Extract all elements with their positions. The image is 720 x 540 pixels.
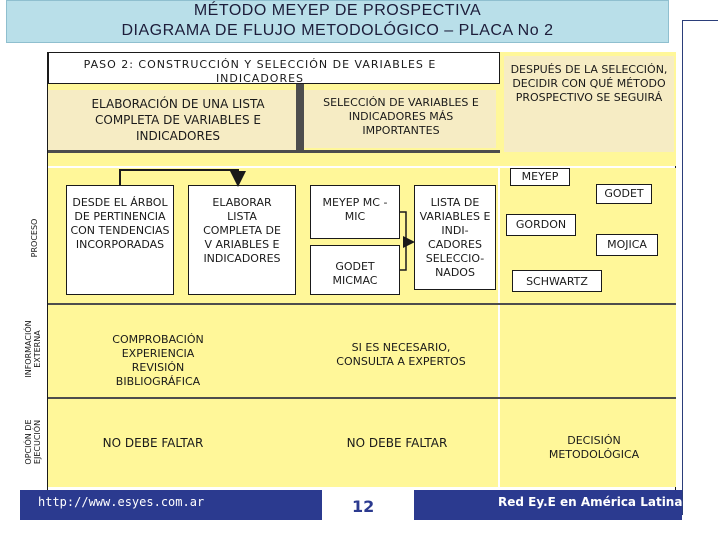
opcion-ejecucion-label: OPCIÓN DE EJECUCIÓN [24,419,42,465]
title-line-2: DIAGRAMA DE FLUJO METODOLÓGICO – PLACA No 2 [121,22,554,39]
meyep-mc-text: MEYEP MC - MIC [322,196,388,223]
page-number: 12 [352,497,375,516]
title-line-1: MÉTODO MEYEP DE PROSPECTIVA [193,2,482,19]
no-faltar-text-1: NO DEBE FALTAR [102,436,204,450]
methods-bracket [400,212,406,270]
footer-organization: Red Ey.E en América Latina [498,495,683,509]
mojica-method-text: MOJICA [607,238,647,251]
gordon-method-text: GORDON [515,218,567,231]
no-faltar-text-2: NO DEBE FALTAR [346,436,448,450]
comprobacion-text: COMPROBACIÓN EXPERIENCIA REVISIÓN BIBLIOGRÁFICA [112,333,204,388]
despues-text: DESPUÉS DE LA SELECCIÓN, DECIDIR CON QUÉ MÉTODO PROSPECTIVO SE SEGUIRÁ [510,63,668,104]
elaborar-lista-text: ELABORAR LISTA COMPLETA DE V ARIABLES E INDICADORES [203,196,281,265]
arbol-to-lista-arrow [120,170,238,185]
informacion-externa-label: INFORMACIÓN EXTERNA [24,320,42,378]
meyep-method-text: MEYEP [521,170,559,183]
godet-method-text: GODET [604,187,644,200]
lista-variables-text: LISTA DE VARIABLES E INDI-CADORES SELECCIO-NADOS [419,196,491,279]
elaboracion-text: ELABORACIÓN DE UNA LISTA COMPLETA DE VARIABLES E INDICADORES [91,97,265,143]
footer-url[interactable]: http://www.esyes.com.ar [38,495,205,509]
schwartz-method-text: SCHWARTZ [526,275,588,288]
decision-text: DECISIÓN METODOLÓGICA [548,434,640,461]
desde-arbol-text: DESDE EL ÁRBOL DE PERTINENCIA CON TENDENCIAS INCORPORADAS [70,196,170,251]
consulta-text: SI ES NECESARIO, CONSULTA A EXPERTOS [336,341,466,368]
godet-micmac-text: GODET MICMAC [332,260,378,287]
seleccion-text: SELECCIÓN DE VARIABLES E INDICADORES MÁS IMPORTANTES [323,96,479,137]
step-header-label: PASO 2: CONSTRUCCIÓN Y SELECCIÓN DE VARIABLES E INDICADORES [83,58,437,84]
proceso-label: PROCESO [30,218,39,258]
